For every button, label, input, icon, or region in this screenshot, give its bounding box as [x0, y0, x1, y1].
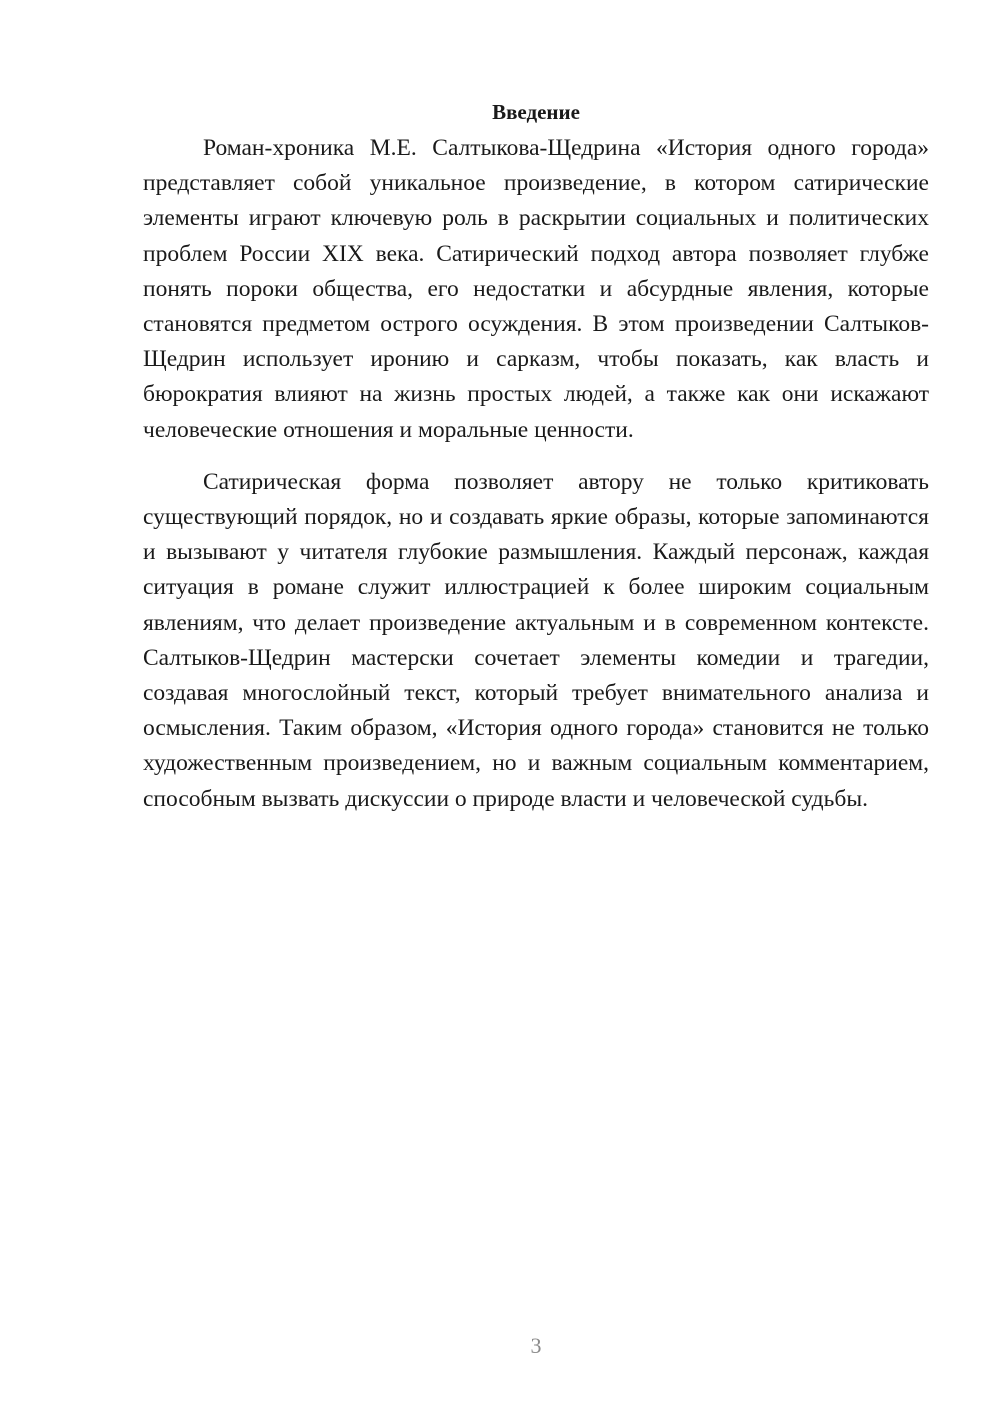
paragraph-1: Роман-хроника М.Е. Салтыкова-Щедрина «История одного города» представляет собой уникальное произведение, в котором сатирические элементы играют ключевую роль в раскрытии социальных и политических проблем России XIX века. Сатирический подход автора позволяет глубже понять пороки общества, его недостатки и абсурдные явления, которые становятся предметом острого осуждения. В этом произведении Салтыков-Щедрин использует иронию и сарказм, чтобы показать, как власть и бюрократия влияют на жизнь простых людей, а также как они искажают человеческие отношения и моральные ценности.: [143, 135, 929, 443]
page-number: 3: [530, 1333, 542, 1358]
document-body: [143, 96, 929, 817]
section-heading: Введение: [492, 100, 580, 124]
paragraph-2: Сатирическая форма позволяет автору не только критиковать существующий порядок, но и создавать яркие образы, которые запоминаются и вызывают у читателя глубокие размышления. Каждый персонаж, каждая ситуация в романе служит иллюстрацией к более широким социальным явлениям, что делает произведение актуальным и в современном контексте. Салтыков-Щедрин мастерски сочетает элементы комедии и трагедии, создавая многослойный текст, который требует внимательного анализа и осмысления. Таким образом, «История одного города» становится не только художественным произведением, но и важным социальным комментарием, способным вызвать дискуссии о природе власти и человеческой судьбы.: [143, 468, 929, 812]
